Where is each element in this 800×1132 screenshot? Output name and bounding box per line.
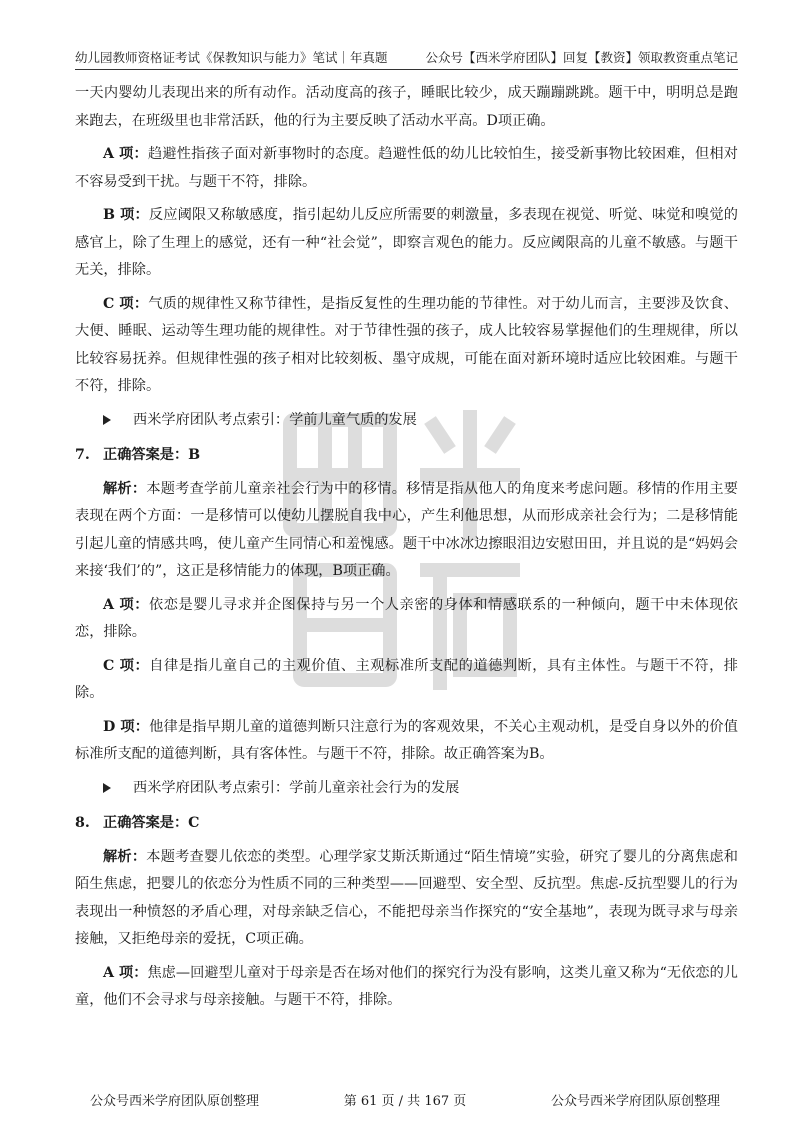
question-number: 7. bbox=[75, 447, 90, 463]
option-label: C 项： bbox=[103, 657, 150, 674]
analysis-label: 解析： bbox=[103, 848, 147, 865]
option-label: C 项： bbox=[103, 295, 149, 312]
correct-answer: 正确答案是：B bbox=[103, 447, 201, 463]
arrow-bullet-icon bbox=[103, 783, 111, 793]
option-text: 气质的规律性又称节律性，是指反复性的生理功能的节律性。对于幼儿而言，主要涉及饮食、大便、睡眠、运动等生理功能的规律性。对于节律性强的孩子，成人比较容易掌握他们的生理规律，所以比较容易抚养。但规律性强的孩子相对比较刻板、墨守成规，可能在面对新环境时适应比较困难。与题干不符，排除。 bbox=[75, 295, 738, 394]
q7-option-d bbox=[75, 714, 738, 769]
paragraph-continued: 一天内婴幼儿表现出来的所有动作。活动度高的孩子，睡眠比较少，成天蹦蹦跳跳。题干中，明明总是跑来跑去，在班级里也非常活跃，他的行为主要反映了活动水平高。D项正确。 bbox=[75, 85, 738, 129]
q8-analysis bbox=[75, 844, 738, 954]
question-number: 8. bbox=[75, 815, 90, 831]
bullet-text: 西米学府团队考点索引：学前儿童气质的发展 bbox=[133, 411, 417, 428]
option-text: 焦虑—回避型儿童对于母亲是否在场对他们的探究行为没有影响，这类儿童又称为“无依恋的儿童，他们不会寻求与母亲接触。与题干不符，排除。 bbox=[75, 964, 738, 1008]
bullet-text: 西米学府团队考点索引：学前儿童亲社会行为的发展 bbox=[133, 779, 460, 796]
option-text: 他律是指早期儿童的道德判断只注意行为的客观效果，不关心主观动机，是受自身以外的价值标准所支配的道德判断，具有客体性。与题干不符，排除。故正确答案为B。 bbox=[75, 718, 738, 762]
option-label: B 项： bbox=[103, 207, 149, 223]
knowledge-index-bullet bbox=[75, 407, 738, 435]
q7-analysis bbox=[75, 476, 738, 586]
option-a-explanation bbox=[75, 141, 738, 196]
header-left-text: 幼儿园教师资格证考试《保教知识与能力》笔试｜年真题 bbox=[75, 50, 388, 65]
option-text: 依恋是婴儿寻求并企图保持与另一个人亲密的身体和情感联系的一种倾向，题干中未体现依恋，排除。 bbox=[75, 596, 738, 640]
page-header bbox=[75, 44, 738, 70]
page-footer bbox=[90, 1090, 720, 1109]
question-7-heading bbox=[75, 442, 738, 470]
option-b-explanation bbox=[75, 202, 738, 285]
option-text: 趋避性指孩子面对新事物时的态度。趋避性低的幼儿比较怕生，接受新事物比较困难，但相对不容易受到干扰。与题干不符，排除。 bbox=[75, 146, 738, 190]
page-number: 第 61 页 / 共 167 页 bbox=[343, 1094, 467, 1109]
footer-right-text: 公众号西米学府团队原创整理 bbox=[550, 1094, 720, 1109]
analysis-text: 本题考查学前儿童亲社会行为中的移情。移情是指从他人的角度来考虑问题。移情的作用主要表现在两个方面：一是移情可以使幼儿摆脱自我中心，产生利他思想，从而形成亲社会行为；二是移情能引起儿童的情感共鸣，使儿童产生同情心和羞愧感。题干中冰冰边擦眼泪边安慰田田，并且说的是“妈妈会来接‘我们’的”，这正是移情能力的体现，B项正确。 bbox=[75, 480, 738, 579]
option-label: D 项： bbox=[103, 718, 150, 735]
knowledge-index-bullet bbox=[75, 775, 738, 803]
q7-option-a bbox=[75, 592, 738, 647]
option-text: 自律是指儿童自己的主观价值、主观标准所支配的道德判断，具有主体性。与题干不符，排除。 bbox=[75, 657, 738, 701]
page-content bbox=[75, 80, 738, 1021]
question-8-heading bbox=[75, 810, 738, 838]
analysis-label: 解析： bbox=[103, 480, 147, 497]
option-label: A 项： bbox=[103, 596, 149, 613]
option-text: 反应阈限又称敏感度，指引起幼儿反应所需要的刺激量，多表现在视觉、听觉、味觉和嗅觉的感官上，除了生理上的感觉，还有一种“社会觉”，即察言观色的能力。反应阈限高的儿童不敏感。与题干无关，排除。 bbox=[75, 207, 738, 278]
q8-option-a bbox=[75, 960, 738, 1015]
header-right-text: 公众号【西米学府团队】回复【教资】领取教资重点笔记 bbox=[425, 50, 738, 65]
arrow-bullet-icon bbox=[103, 415, 111, 425]
q7-option-c bbox=[75, 653, 738, 708]
analysis-text: 本题考查婴儿依恋的类型。心理学家艾斯沃斯通过“陌生情境”实验，研究了婴儿的分离焦虑和陌生焦虑，把婴儿的依恋分为性质不同的三种类型——回避型、安全型、反抗型。焦虑-反抗型婴儿的行为表现出一种愤怒的矛盾心理，对母亲缺乏信心，不能把母亲当作探究的“安全基地”，表现为既寻求与母亲接触，又拒绝母亲的爱抚，C项正确。 bbox=[75, 848, 738, 947]
option-c-explanation bbox=[75, 291, 738, 401]
option-label: A 项： bbox=[103, 146, 148, 162]
option-label: A 项： bbox=[103, 964, 148, 981]
correct-answer: 正确答案是：C bbox=[103, 815, 200, 831]
footer-left-text: 公众号西米学府团队原创整理 bbox=[90, 1094, 260, 1109]
